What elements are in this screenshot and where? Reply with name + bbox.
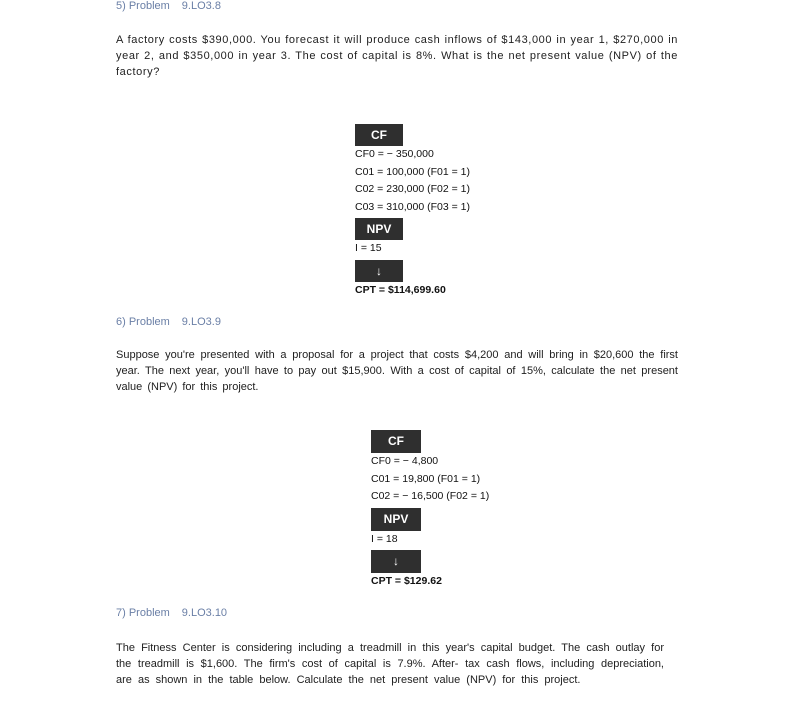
cf-key: CF: [371, 430, 421, 453]
problem-6-code: 9.LO3.9: [181, 316, 221, 328]
problem-7-number: 7) Problem: [116, 607, 170, 619]
problem-5-heading: [116, 0, 221, 12]
problem-5-text: A factory costs $390,000. You forecast it will produce cash inflows of $143,000 in year 1, $270,000 in year 2, and $350,000 in year 3. The cost of capital is 8%. What is the net present value (NPV) of the factory?: [116, 34, 678, 78]
problem-7-text: The Fitness Center is considering including a treadmill in this year's capital budget. The cash outlay for the treadmill is $1,600. The firm's cost of capital is 7.9%. After- tax cash flows, including depreciation, are as shown in the table below. Calculate the net present value (NPV) for this project.: [116, 642, 664, 686]
problem-7-code: 9.LO3.10: [181, 607, 228, 619]
problem-7-heading: [116, 607, 227, 619]
calc-line-c03: C03 = 310,000 (F03 = 1): [355, 200, 470, 213]
calc-line-cf0: CF0 = − 4,800: [371, 455, 439, 467]
problem-5-code: 9.LO3.8: [181, 0, 221, 12]
down-arrow-key: ↓: [355, 260, 403, 282]
cf-key: CF: [355, 124, 403, 146]
problem-6-calculator: [371, 430, 521, 591]
problem-5-calculator: [355, 124, 495, 299]
problem-6-text: Suppose you're presented with a proposal for a project that costs $4,200 and will bring in $20,600 the first year. The next year, you'll have to pay out $15,900. With a cost of capital of 15%, calculate the net present value (NPV) for this project.: [116, 349, 678, 393]
calc-line-c01: C01 = 100,000 (F01 = 1): [355, 165, 470, 178]
calc-line-interest: I = 18: [371, 532, 398, 545]
npv-key: NPV: [371, 508, 421, 531]
calc-line-cf0: CF0 = − 350,000: [355, 148, 434, 160]
down-arrow-key: ↓: [371, 550, 421, 573]
problem-6-heading: [116, 316, 221, 328]
calc-line-c01: C01 = 19,800 (F01 = 1): [371, 472, 481, 485]
problem-5-number: 5) Problem: [116, 0, 170, 12]
calc-line-c02: C02 = − 16,500 (F02 = 1): [371, 490, 490, 502]
npv-key: NPV: [355, 218, 403, 240]
problem-6-number: 6) Problem: [116, 316, 170, 328]
calc-result: CPT = $114,699.60: [355, 283, 446, 296]
calc-result: CPT = $129.62: [371, 575, 442, 587]
calc-line-c02: C02 = 230,000 (F02 = 1): [355, 183, 470, 195]
calc-line-interest: I = 15: [355, 242, 382, 254]
